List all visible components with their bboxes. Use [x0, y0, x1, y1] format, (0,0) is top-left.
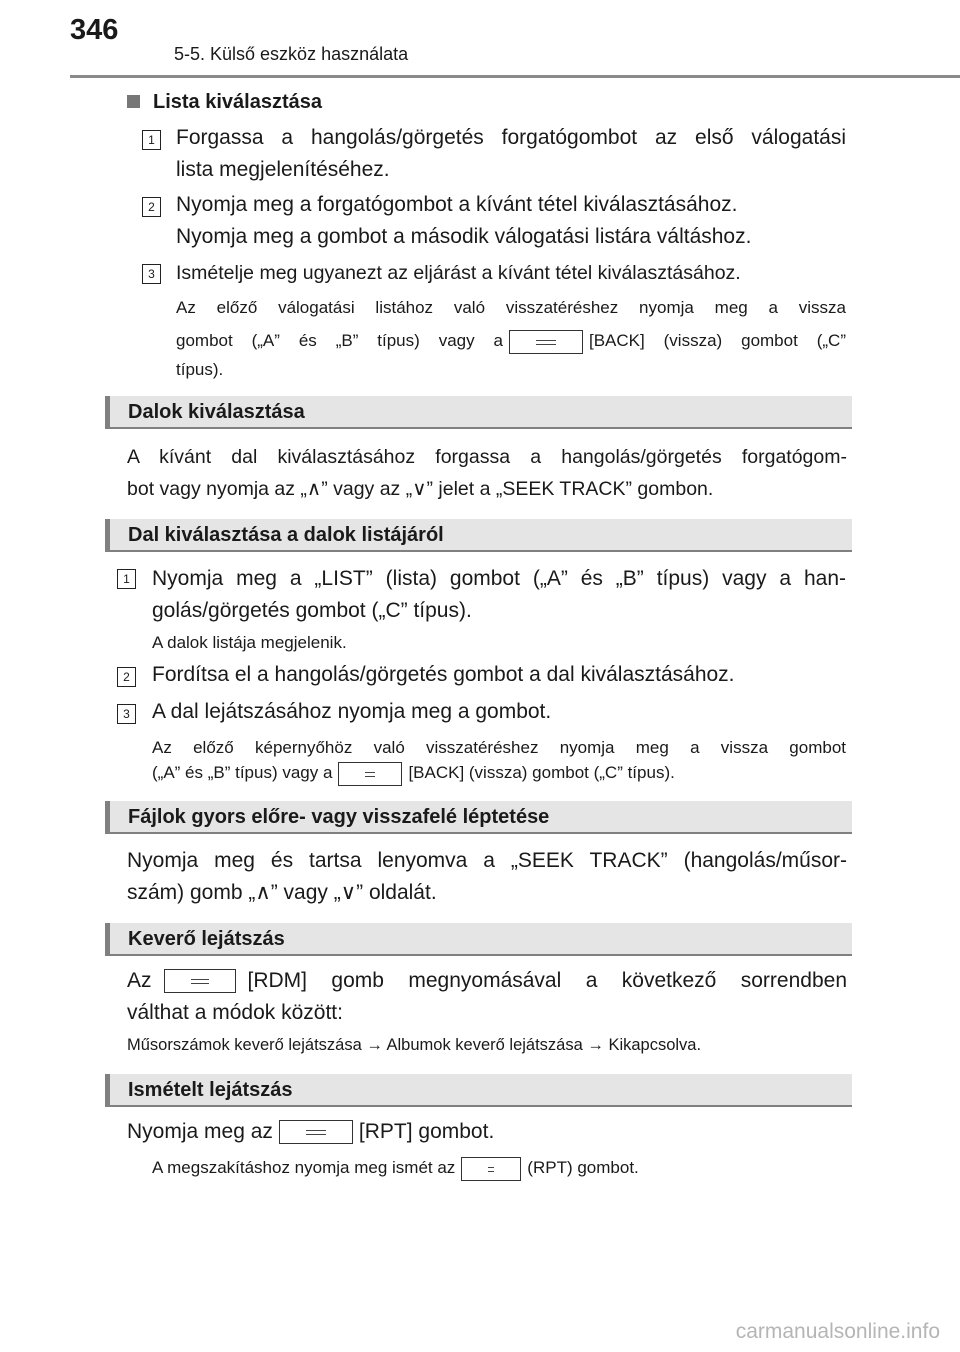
square-bullet-icon — [127, 95, 140, 108]
rdm-button-icon — [164, 969, 236, 993]
body-text: A kívánt dal kiválasztásához forgassa a hangolás/görgetés forgatógom- — [127, 446, 847, 468]
note-text: típus). — [176, 360, 224, 379]
step-number-3: 3 — [142, 264, 161, 284]
watermark: carmanualsonline.info — [735, 1320, 940, 1343]
back-button-icon — [338, 762, 402, 786]
step-number-2: 2 — [117, 667, 136, 687]
subheading-list-select: Lista kiválasztása — [153, 91, 322, 113]
step-text: Fordítsa el a hangolás/görgetés gombot a dal kiválasztásához. — [152, 663, 735, 686]
header-rule — [70, 75, 960, 78]
step-text: Forgassa a hangolás/görgetés forgatógombot az első válogatási — [176, 126, 846, 149]
step-text: lista megjelenítéséhez. — [176, 158, 390, 181]
back-button-icon — [509, 330, 583, 354]
note-text: A dalok listája megjelenik. — [152, 633, 347, 652]
rpt-button-icon — [461, 1157, 521, 1181]
chapter-title: 5-5. Külső eszköz használata — [174, 44, 409, 64]
section-heading-shuffle: Keverő lejátszás — [105, 923, 852, 956]
body-text: Az [RDM] gomb megnyomásával a következő sorrendben — [127, 969, 847, 992]
body-text: Nyomja meg az [RPT] gombot. — [127, 1120, 495, 1143]
step-text: Nyomja meg a forgatógombot a kívánt tétel kiválasztásához. — [176, 193, 738, 216]
note-text: A megszakításhoz nyomja meg ismét az (RPT) gombot. — [152, 1153, 639, 1183]
page-number: 346 — [70, 14, 119, 46]
section-heading-songs: Dalok kiválasztása — [105, 396, 852, 429]
note-text: gombot („A” és „B” típus) vagy a [BACK] (vissza) gombot („C” — [176, 326, 846, 356]
body-text: válthat a módok között: — [127, 1001, 343, 1024]
note-text: Műsorszámok keverő lejátszása → Albumok keverő lejátszása → Kikapcsolva. — [127, 1036, 702, 1054]
step-text: golás/görgetés gombot („C” típus). — [152, 599, 472, 622]
note-text: („A” és „B” típus) vagy a [BACK] (vissza) gombot („C” típus). — [152, 758, 675, 788]
step-text: Nyomja meg a gombot a második válogatási listára váltáshoz. — [176, 225, 752, 248]
step-text: Ismételje meg ugyanezt az eljárást a kívánt tétel kiválasztásához. — [176, 262, 741, 284]
section-heading-songlist: Dal kiválasztása a dalok listájáról — [105, 519, 852, 552]
note-text: Az előző képernyőhöz való visszatéréshez nyomja meg a vissza gombot — [152, 738, 846, 757]
note-text: Az előző válogatási listához való visszatéréshez nyomja meg a vissza — [176, 298, 846, 317]
body-text: szám) gomb „∧” vagy „∨” oldalát. — [127, 881, 437, 904]
rpt-button-icon — [279, 1120, 353, 1144]
step-text: A dal lejátszásához nyomja meg a gombot. — [152, 700, 552, 723]
section-heading-fast-forward: Fájlok gyors előre- vagy visszafelé léptetése — [105, 801, 852, 834]
step-number-1: 1 — [117, 569, 136, 589]
step-number-2: 2 — [142, 197, 161, 217]
section-heading-repeat: Ismételt lejátszás — [105, 1074, 852, 1107]
step-number-3: 3 — [117, 704, 136, 724]
step-number-1: 1 — [142, 130, 161, 150]
step-text: Nyomja meg a „LIST” (lista) gombot („A” és „B” típus) vagy a han- — [152, 567, 846, 590]
body-text: bot vagy nyomja az „∧” vagy az „∨” jelet a „SEEK TRACK” gombon. — [127, 478, 714, 500]
body-text: Nyomja meg és tartsa lenyomva a „SEEK TRACK” (hangolás/műsor- — [127, 849, 847, 872]
